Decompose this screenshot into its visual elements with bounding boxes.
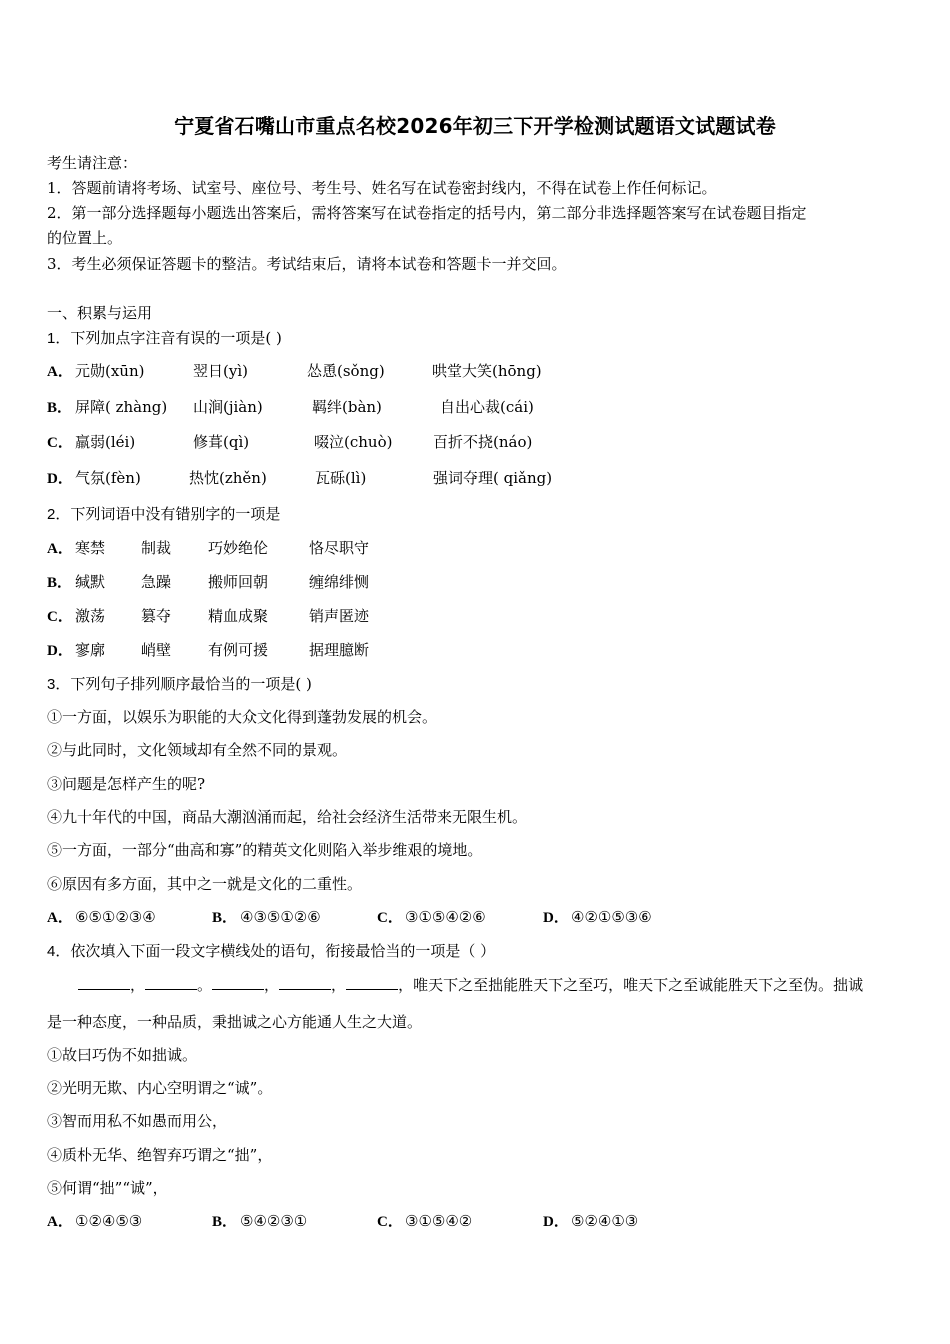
- q4-answer-a: [47, 1210, 142, 1231]
- option-item: 元勋(xūn): [75, 362, 145, 380]
- option-item: 恪尽职守: [309, 539, 370, 557]
- option-item: 据理臆断: [309, 641, 370, 659]
- sentence: ①一方面，以娱乐为职能的大众文化得到蓬勃发展的机会。: [47, 708, 438, 726]
- option-item: 有例可援: [208, 641, 269, 659]
- option-value: ①②④⑤③: [75, 1212, 143, 1230]
- q3-answer-c: [377, 906, 486, 927]
- notice-heading: 考生请注意：: [47, 154, 138, 172]
- exam-title: 宁夏省石嘴山市重点名校2026年初三下开学检测试题语文试题试卷: [174, 114, 776, 138]
- option-letter: D．: [543, 1214, 569, 1230]
- option-letter: A．: [47, 1214, 73, 1230]
- q1-option-a: [47, 360, 75, 381]
- blank-line: [212, 975, 264, 990]
- option-letter: D．: [47, 643, 73, 659]
- option-item: 哄堂大笑(hōng): [432, 362, 542, 380]
- sentence: ⑥原因有多方面，其中之一就是文化的二重性。: [47, 875, 363, 893]
- q3-answer-a: [47, 906, 156, 927]
- question-stem: 依次填入下面一段文字横线处的语句，衔接最恰当的一项是（ ）: [70, 942, 496, 960]
- question-stem: 下列加点字注音有误的一项是( ): [70, 329, 282, 347]
- q1-option-b: [47, 396, 75, 417]
- q2-option-c: [47, 605, 75, 626]
- option-item: 急躁: [141, 573, 172, 591]
- sentence: ③智而用私不如愚而用公，: [47, 1112, 228, 1130]
- option-value: ④③⑤①②⑥: [240, 908, 321, 926]
- sentence: ③问题是怎样产生的呢?: [47, 775, 206, 793]
- option-item: 巧妙绝伦: [208, 539, 269, 557]
- option-value: ④②①⑤③⑥: [571, 908, 652, 926]
- option-item: 峭壁: [141, 641, 172, 659]
- option-letter: A．: [47, 910, 73, 926]
- q3-answer-b: [212, 906, 321, 927]
- option-item: 缄默: [75, 573, 106, 591]
- sentence: ②光明无欺、内心空明谓之“诚”。: [47, 1079, 273, 1097]
- question-1: [47, 327, 282, 348]
- blank-line: [145, 975, 197, 990]
- option-item: 缠绵绯恻: [309, 573, 370, 591]
- option-letter: A．: [47, 364, 73, 380]
- q4-passage-line1: [78, 974, 863, 995]
- punct: 。: [197, 976, 213, 994]
- q2-option-d: [47, 639, 75, 660]
- sentence: ②与此同时，文化领域却有全然不同的景观。: [47, 741, 348, 759]
- question-number: 2．: [47, 506, 71, 523]
- q2-option-a: [47, 537, 75, 558]
- blank-line: [78, 975, 130, 990]
- option-item: 怂恿(sǒng): [307, 362, 385, 380]
- q3-answer-d: [543, 906, 652, 927]
- option-item: 强词夺理( qiǎng): [433, 469, 553, 487]
- option-letter: B．: [47, 400, 73, 416]
- option-item: 修葺(qì): [193, 433, 250, 451]
- sentence: ⑤一方面，一部分“曲高和寡”的精英文化则陷入举步维艰的境地。: [47, 841, 483, 859]
- option-letter: C．: [377, 910, 403, 926]
- option-item: 羁绊(bàn): [312, 398, 382, 416]
- sentence: ①故曰巧伪不如拙诚。: [47, 1046, 198, 1064]
- option-item: 瓦砾(lì): [315, 469, 367, 487]
- option-item: 百折不挠(náo): [433, 433, 533, 451]
- option-item: 制裁: [141, 539, 172, 557]
- punct: ，: [130, 976, 146, 994]
- option-letter: C．: [47, 609, 73, 625]
- punct: ，: [331, 976, 347, 994]
- option-item: 激荡: [75, 607, 106, 625]
- option-item: 精血成聚: [208, 607, 269, 625]
- option-item: 羸弱(léi): [75, 433, 136, 451]
- sentence: ④九十年代的中国，商品大潮汹涌而起，给社会经济生活带来无限生机。: [47, 808, 528, 826]
- notice-item: 3．考生必须保证答题卡的整洁。考试结束后，请将本试卷和答题卡一并交回。: [47, 255, 567, 273]
- option-letter: B．: [212, 910, 238, 926]
- section-heading: 一、积累与运用: [47, 304, 153, 322]
- q4-answer-d: [543, 1210, 638, 1231]
- question-2: [47, 503, 280, 524]
- question-number: 3．: [47, 676, 71, 693]
- option-item: 翌日(yì): [193, 362, 248, 380]
- option-item: 寒禁: [75, 539, 106, 557]
- option-letter: A．: [47, 541, 73, 557]
- q4-answer-c: [377, 1210, 472, 1231]
- q1-option-c: [47, 431, 75, 452]
- blank-line: [346, 975, 398, 990]
- option-letter: C．: [47, 435, 73, 451]
- option-item: 销声匿迹: [309, 607, 370, 625]
- option-item: 啜泣(chuò): [314, 433, 393, 451]
- question-4: [47, 940, 495, 961]
- option-letter: B．: [212, 1214, 238, 1230]
- option-letter: C．: [377, 1214, 403, 1230]
- option-item: 篡夺: [141, 607, 172, 625]
- option-letter: B．: [47, 575, 73, 591]
- question-number: 4．: [47, 943, 71, 960]
- sentence: ⑤何谓“拙”“诚”，: [47, 1179, 168, 1197]
- question-3: [47, 673, 312, 694]
- option-letter: D．: [47, 471, 73, 487]
- q4-answer-b: [212, 1210, 307, 1231]
- option-item: 寥廓: [75, 641, 106, 659]
- sentence: ④质朴无华、绝智弃巧谓之“拙”，: [47, 1146, 273, 1164]
- option-item: 自出心裁(cái): [440, 398, 534, 416]
- notice-item: 1．答题前请将考场、试室号、座位号、考生号、姓名写在试卷密封线内，不得在试卷上作任何标记。: [47, 179, 717, 197]
- option-item: 搬师回朝: [208, 573, 269, 591]
- passage-text: ，唯天下之至拙能胜天下之至巧，唯天下之至诚能胜天下之至伪。拙诚: [398, 976, 864, 994]
- q2-option-b: [47, 571, 75, 592]
- option-value: ③①⑤④②: [405, 1212, 473, 1230]
- option-letter: D．: [543, 910, 569, 926]
- option-value: ⑥⑤①②③④: [75, 908, 156, 926]
- question-stem: 下列词语中没有错别字的一项是: [70, 505, 281, 523]
- punct: ，: [264, 976, 280, 994]
- option-item: 热忱(zhěn): [189, 469, 267, 487]
- notice-item: 的位置上。: [47, 229, 123, 247]
- option-item: 气氛(fèn): [75, 469, 141, 487]
- option-value: ⑤④②③①: [240, 1212, 308, 1230]
- option-item: 山涧(jiàn): [193, 398, 263, 416]
- option-value: ③①⑤④②⑥: [405, 908, 486, 926]
- q1-option-d: [47, 467, 75, 488]
- question-number: 1．: [47, 330, 71, 347]
- blank-line: [279, 975, 331, 990]
- notice-item: 2．第一部分选择题每小题选出答案后，需将答案写在试卷指定的括号内，第二部分非选择题答案写在试卷题目指定: [47, 204, 807, 222]
- option-value: ⑤②④①③: [571, 1212, 639, 1230]
- question-stem: 下列句子排列顺序最恰当的一项是( ): [70, 675, 312, 693]
- option-item: 屏障( zhàng): [75, 398, 168, 416]
- q4-passage-line2: 是一种态度，一种品质，秉拙诚之心方能通人生之大道。: [47, 1013, 423, 1031]
